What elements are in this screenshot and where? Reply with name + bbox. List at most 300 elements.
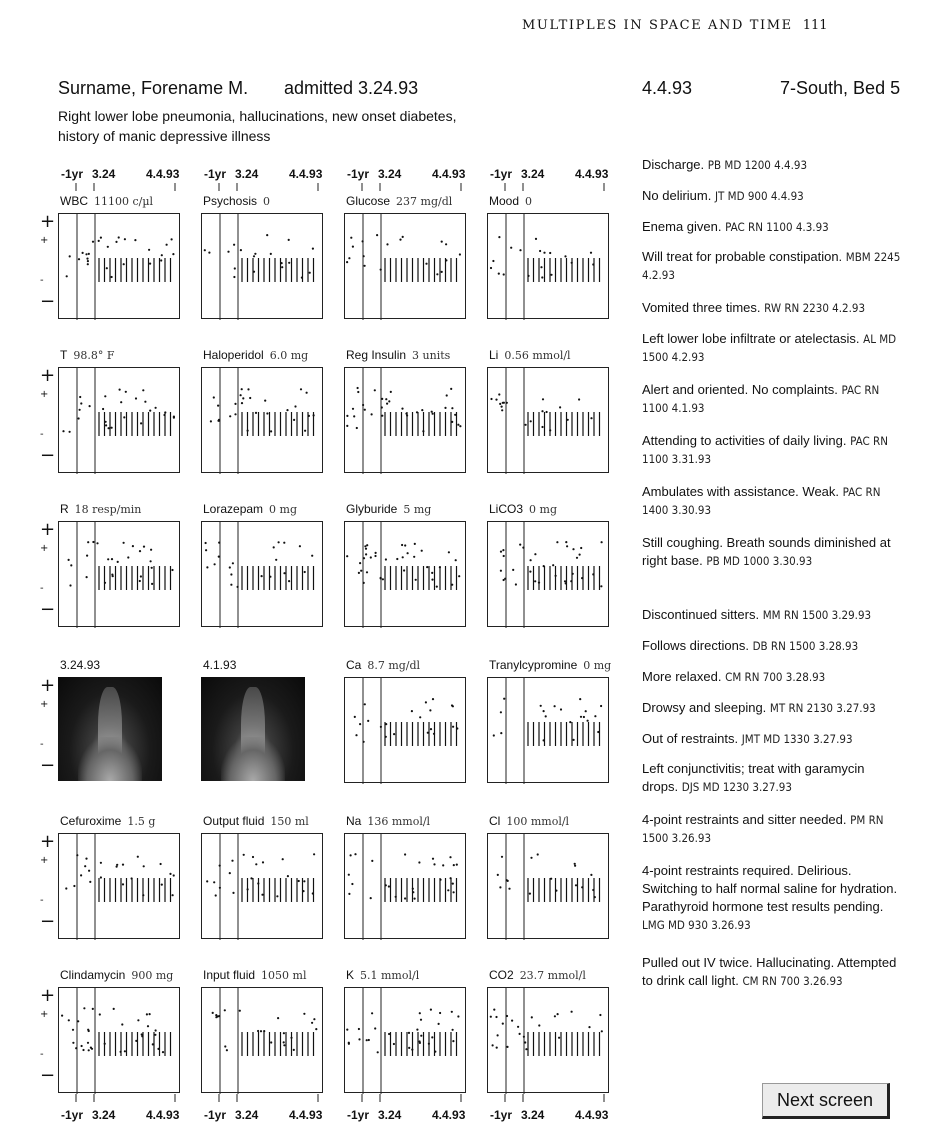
- data-point: [529, 571, 531, 573]
- data-point: [260, 1030, 262, 1032]
- marker-minus: −: [40, 1065, 56, 1086]
- data-point: [218, 1015, 220, 1017]
- data-point: [108, 427, 110, 429]
- data-point: [507, 880, 509, 882]
- data-point: [574, 865, 576, 867]
- data-point: [123, 263, 125, 265]
- data-point: [401, 544, 403, 546]
- data-point: [575, 884, 577, 886]
- panel-name: T: [60, 348, 68, 362]
- data-point: [552, 564, 554, 566]
- data-point: [458, 575, 460, 577]
- data-point: [371, 860, 373, 862]
- panel-label: [489, 194, 532, 208]
- data-point: [61, 1015, 63, 1017]
- data-point: [86, 555, 88, 557]
- data-point: [266, 412, 268, 414]
- data-point: [564, 580, 566, 582]
- data-point: [147, 1025, 149, 1027]
- note-signature: RW RN 2230 4.2.93: [764, 301, 866, 315]
- data-point: [205, 549, 207, 551]
- data-point: [66, 275, 68, 277]
- panel-value: 0: [263, 195, 271, 208]
- data-point: [100, 237, 102, 239]
- trend-panel: [344, 521, 466, 627]
- note-signature: DB RN 1500 3.28.93: [752, 639, 859, 653]
- panel-value: 136 mmol/l: [367, 815, 431, 828]
- data-point: [218, 419, 220, 421]
- note-signature: CM RN 700 3.28.93: [725, 670, 826, 684]
- data-point: [69, 431, 71, 433]
- page-number: 111: [802, 18, 828, 33]
- data-point: [540, 266, 542, 268]
- data-point: [162, 1051, 164, 1053]
- panel-name: Psychosis: [203, 194, 258, 208]
- note-entry: [642, 637, 902, 655]
- data-point: [255, 863, 257, 865]
- data-point: [380, 726, 382, 728]
- data-point: [111, 574, 113, 576]
- data-point: [402, 556, 404, 558]
- scale-admit: 3.24: [92, 167, 116, 181]
- data-point: [363, 741, 365, 743]
- data-point: [354, 716, 356, 718]
- panel-name: K: [346, 968, 355, 982]
- data-point: [432, 413, 434, 415]
- data-point: [287, 875, 289, 877]
- panel-name: Tranylcypromine: [489, 658, 578, 672]
- data-point: [433, 863, 435, 865]
- marker-small-plus: +: [40, 855, 49, 866]
- note-signature: MM RN 1500 3.29.93: [762, 608, 872, 622]
- panel-value: 100 mmol/l: [506, 815, 570, 828]
- marker-small-plus: +: [40, 543, 49, 554]
- data-point: [571, 1011, 573, 1013]
- data-point: [519, 1033, 521, 1035]
- data-point: [288, 239, 290, 241]
- data-point: [88, 1049, 90, 1051]
- note-signature: AL MD 1500 4.2.93: [642, 332, 897, 364]
- data-point: [493, 1009, 495, 1011]
- data-point: [583, 716, 585, 718]
- scale-admit: 3.24: [92, 1108, 116, 1122]
- data-point: [86, 258, 88, 260]
- data-point: [365, 548, 367, 550]
- note-text: Vomited three times.: [642, 300, 761, 315]
- data-point: [538, 1024, 540, 1026]
- data-point: [111, 276, 113, 278]
- data-point: [452, 1029, 454, 1031]
- note-text: Discontinued sitters.: [642, 607, 760, 622]
- panel-value: 23.7 mmol/l: [519, 969, 586, 982]
- data-point: [143, 546, 145, 548]
- scale-admit: 3.24: [235, 1108, 259, 1122]
- data-point: [500, 570, 502, 572]
- scale-today: 4.4.93: [432, 167, 466, 181]
- data-point: [281, 266, 283, 268]
- data-point: [542, 398, 544, 400]
- data-point: [232, 892, 234, 894]
- data-point: [506, 402, 508, 404]
- data-point: [600, 705, 602, 707]
- data-point: [408, 1047, 410, 1049]
- marker-small-minus: -: [40, 739, 44, 750]
- data-point: [123, 542, 125, 544]
- panel-value: 98.8° F: [73, 349, 115, 362]
- data-point: [155, 407, 157, 409]
- panel-label: [203, 348, 308, 362]
- data-point: [261, 575, 263, 577]
- panel-value: 0.56 mmol/l: [504, 349, 571, 362]
- data-point: [451, 407, 453, 409]
- data-point: [229, 872, 231, 874]
- panel-label: [60, 814, 155, 828]
- trend-panel: [487, 677, 609, 783]
- marker-minus: −: [40, 291, 56, 312]
- panel-value: 5.1 mmol/l: [360, 969, 420, 982]
- note-entry: [642, 187, 902, 205]
- data-point: [572, 548, 574, 550]
- data-point: [432, 698, 434, 700]
- data-point: [88, 870, 90, 872]
- panel-name: Li: [489, 348, 499, 362]
- data-point: [87, 1029, 89, 1031]
- trend-panel: [58, 367, 180, 473]
- data-point: [92, 1008, 94, 1010]
- note-signature: DJS MD 1230 3.27.93: [681, 780, 792, 794]
- data-point: [456, 864, 458, 866]
- marker-plus: +: [40, 365, 56, 386]
- data-point: [541, 410, 543, 412]
- scale-ticks: [58, 1094, 180, 1106]
- data-point: [124, 1050, 126, 1052]
- marker-small-minus: -: [40, 275, 44, 286]
- data-point: [364, 545, 366, 547]
- data-point: [300, 388, 302, 390]
- data-point: [154, 1034, 156, 1036]
- note-entry: [642, 534, 902, 570]
- trend-panel: [58, 521, 180, 627]
- data-point: [415, 579, 417, 581]
- data-point: [70, 564, 72, 566]
- data-point: [161, 884, 163, 886]
- data-point: [541, 276, 543, 278]
- data-point: [420, 1035, 422, 1037]
- data-point: [558, 1037, 560, 1039]
- note-text: 4-point restraints required. Delirious. Switching to half normal saline for hydration. Parathyroid hormone test results pending.: [642, 863, 898, 914]
- data-point: [151, 583, 153, 585]
- data-point: [69, 255, 71, 257]
- data-point: [139, 580, 141, 582]
- data-point: [278, 541, 280, 543]
- panel-name: Lorazepam: [203, 502, 264, 516]
- panel-name: Cefuroxime: [60, 814, 122, 828]
- data-point: [452, 705, 454, 707]
- data-point: [79, 409, 81, 411]
- panel-value: 5 mg: [403, 503, 432, 516]
- data-point: [599, 1014, 601, 1016]
- data-point: [283, 1032, 285, 1034]
- data-point: [240, 249, 242, 251]
- note-text: Alert and oriented. No complaints.: [642, 382, 838, 397]
- data-point: [497, 1034, 499, 1036]
- data-point: [386, 243, 388, 245]
- data-point: [432, 858, 434, 860]
- data-point: [362, 240, 364, 242]
- note-signature: MT RN 2130 3.27.93: [769, 701, 876, 715]
- data-point: [517, 1026, 519, 1028]
- note-entry: [642, 699, 902, 717]
- trend-panel: [201, 213, 323, 319]
- panel-name: Glucose: [346, 194, 391, 208]
- data-point: [161, 254, 163, 256]
- data-point: [117, 561, 119, 563]
- trend-panel: [487, 833, 609, 939]
- data-point: [490, 267, 492, 269]
- data-point: [364, 703, 366, 705]
- data-point: [127, 556, 129, 558]
- panel-label: [489, 968, 586, 982]
- admission-date: admitted 3.24.93: [284, 78, 419, 98]
- data-point: [549, 252, 551, 254]
- data-point: [99, 1013, 101, 1015]
- data-point: [149, 1013, 151, 1015]
- data-point: [436, 586, 438, 588]
- panel-name: Mood: [489, 194, 520, 208]
- data-point: [262, 861, 264, 863]
- data-point: [206, 880, 208, 882]
- data-point: [419, 1040, 421, 1042]
- panel-label: [60, 502, 141, 516]
- data-point: [425, 701, 427, 703]
- data-point: [206, 566, 208, 568]
- data-point: [315, 1028, 317, 1030]
- data-point: [539, 250, 541, 252]
- data-point: [490, 398, 492, 400]
- note-text: Left conjunctivitis; treat with garamycin drops.: [642, 761, 865, 794]
- data-point: [451, 1011, 453, 1013]
- data-point: [293, 419, 295, 421]
- scale-minus1yr: -1yr: [490, 167, 513, 181]
- scale-today: 4.4.93: [146, 167, 180, 181]
- panel-label: [60, 348, 114, 362]
- note-entry: [642, 606, 902, 624]
- data-point: [83, 1007, 85, 1009]
- panel-value: 0 mg: [269, 503, 298, 516]
- scale-admit: 3.24: [378, 167, 402, 181]
- data-point: [515, 583, 517, 585]
- data-point: [275, 559, 277, 561]
- data-point: [498, 393, 500, 395]
- panel-value: 1.5 g: [127, 815, 156, 828]
- data-point: [510, 247, 512, 249]
- data-point: [313, 1018, 315, 1020]
- panel-value: 150 ml: [270, 815, 309, 828]
- data-point: [543, 252, 545, 254]
- data-point: [569, 721, 571, 723]
- data-point: [84, 865, 86, 867]
- data-point: [264, 400, 266, 402]
- panel-value: 0 mg: [529, 503, 557, 516]
- data-point: [370, 897, 372, 899]
- data-point: [535, 238, 537, 240]
- data-point: [214, 563, 216, 565]
- scale-ticks: [344, 1094, 466, 1106]
- data-point: [142, 389, 144, 391]
- data-point: [557, 1013, 559, 1015]
- data-point: [100, 862, 102, 864]
- panel-value: 6.0 mg: [269, 349, 309, 362]
- data-point: [241, 402, 243, 404]
- scale-today: 4.4.93: [289, 167, 323, 181]
- data-point: [452, 883, 454, 885]
- data-point: [80, 402, 82, 404]
- data-point: [357, 391, 359, 393]
- data-point: [399, 239, 401, 241]
- data-point: [500, 711, 502, 713]
- data-point: [116, 864, 118, 866]
- chest-xray-image: [58, 677, 162, 781]
- data-point: [554, 1015, 556, 1017]
- data-point: [122, 864, 124, 866]
- data-point: [233, 276, 235, 278]
- data-point: [118, 236, 120, 238]
- data-point: [120, 401, 122, 403]
- data-point: [492, 1044, 494, 1046]
- panel-name: R: [60, 502, 69, 516]
- patient-location: 7-South, Bed 5: [780, 78, 901, 98]
- panel-value: 0 mg: [583, 659, 612, 672]
- data-point: [205, 542, 207, 544]
- data-point: [348, 893, 350, 895]
- data-point: [224, 1009, 226, 1011]
- data-point: [230, 573, 232, 575]
- data-point: [452, 726, 454, 728]
- panel-name: Input fluid: [203, 968, 256, 982]
- scale-ticks: [201, 1094, 323, 1106]
- data-point: [442, 864, 444, 866]
- data-point: [493, 734, 495, 736]
- data-point: [490, 1016, 492, 1018]
- data-point: [358, 1028, 360, 1030]
- data-point: [431, 579, 433, 581]
- data-point: [531, 1016, 533, 1018]
- data-point: [217, 405, 219, 407]
- data-point: [62, 430, 64, 432]
- data-point: [288, 580, 290, 582]
- panel-label: [346, 194, 452, 208]
- data-point: [600, 585, 602, 587]
- data-point: [288, 262, 290, 264]
- scale-ticks: [487, 1094, 609, 1106]
- data-point: [229, 415, 231, 417]
- data-point: [124, 238, 126, 240]
- data-point: [115, 241, 117, 243]
- trend-panel: [344, 833, 466, 939]
- data-point: [215, 894, 217, 896]
- data-point: [304, 430, 306, 432]
- data-point: [381, 406, 383, 408]
- trend-panel: [487, 987, 609, 1093]
- trend-panel: [344, 367, 466, 473]
- data-point: [304, 571, 306, 573]
- data-point: [530, 420, 532, 422]
- data-point: [566, 545, 568, 547]
- data-point: [508, 888, 510, 890]
- data-point: [393, 1043, 395, 1045]
- data-point: [81, 1045, 83, 1047]
- data-point: [371, 1012, 373, 1014]
- data-point: [506, 1015, 508, 1017]
- panel-name: Ca: [346, 658, 362, 672]
- data-point: [459, 425, 461, 427]
- scale-minus1yr: -1yr: [204, 167, 227, 181]
- data-point: [522, 547, 524, 549]
- marker-plus: +: [40, 675, 56, 696]
- note-entry: [642, 730, 902, 748]
- data-point: [232, 562, 234, 564]
- data-point: [403, 569, 405, 571]
- data-point: [502, 402, 504, 404]
- note-text: Still coughing. Breath sounds diminished at right base.: [642, 535, 891, 568]
- note-entry: [642, 432, 902, 468]
- data-point: [408, 1032, 410, 1034]
- data-point: [546, 411, 548, 413]
- data-point: [388, 1033, 390, 1035]
- data-point: [393, 733, 395, 735]
- data-point: [530, 559, 532, 561]
- data-point: [226, 1049, 228, 1051]
- data-point: [150, 560, 152, 562]
- data-point: [76, 854, 78, 856]
- panel-label: [203, 968, 307, 982]
- data-point: [91, 1048, 93, 1050]
- next-screen-button[interactable]: Next screen: [762, 1083, 890, 1119]
- data-point: [404, 897, 406, 899]
- data-point: [363, 255, 365, 257]
- data-point: [257, 1030, 259, 1032]
- data-point: [85, 858, 87, 860]
- data-point: [215, 1016, 217, 1018]
- data-point: [354, 853, 356, 855]
- data-point: [541, 426, 543, 428]
- marker-minus: −: [40, 911, 56, 932]
- data-point: [253, 255, 255, 257]
- trend-panel: [344, 677, 466, 783]
- data-point: [585, 710, 587, 712]
- note-signature: JT MD 900 4.4.93: [714, 189, 804, 203]
- data-point: [350, 854, 352, 856]
- data-point: [363, 582, 365, 584]
- note-text: Enema given.: [642, 219, 722, 234]
- data-point: [234, 403, 236, 405]
- data-point: [503, 273, 505, 275]
- data-point: [89, 881, 91, 883]
- marker-plus: +: [40, 831, 56, 852]
- trend-panel: [58, 213, 180, 319]
- data-point: [371, 413, 373, 415]
- panel-name: Cl: [489, 814, 501, 828]
- data-point: [283, 542, 285, 544]
- note-text: 4-point restraints and sitter needed.: [642, 812, 847, 827]
- panel-name: Clindamycin: [60, 968, 126, 982]
- data-point: [560, 708, 562, 710]
- data-point: [414, 543, 416, 545]
- data-point: [173, 874, 175, 876]
- data-point: [350, 237, 352, 239]
- data-point: [431, 572, 433, 574]
- data-point: [233, 244, 235, 246]
